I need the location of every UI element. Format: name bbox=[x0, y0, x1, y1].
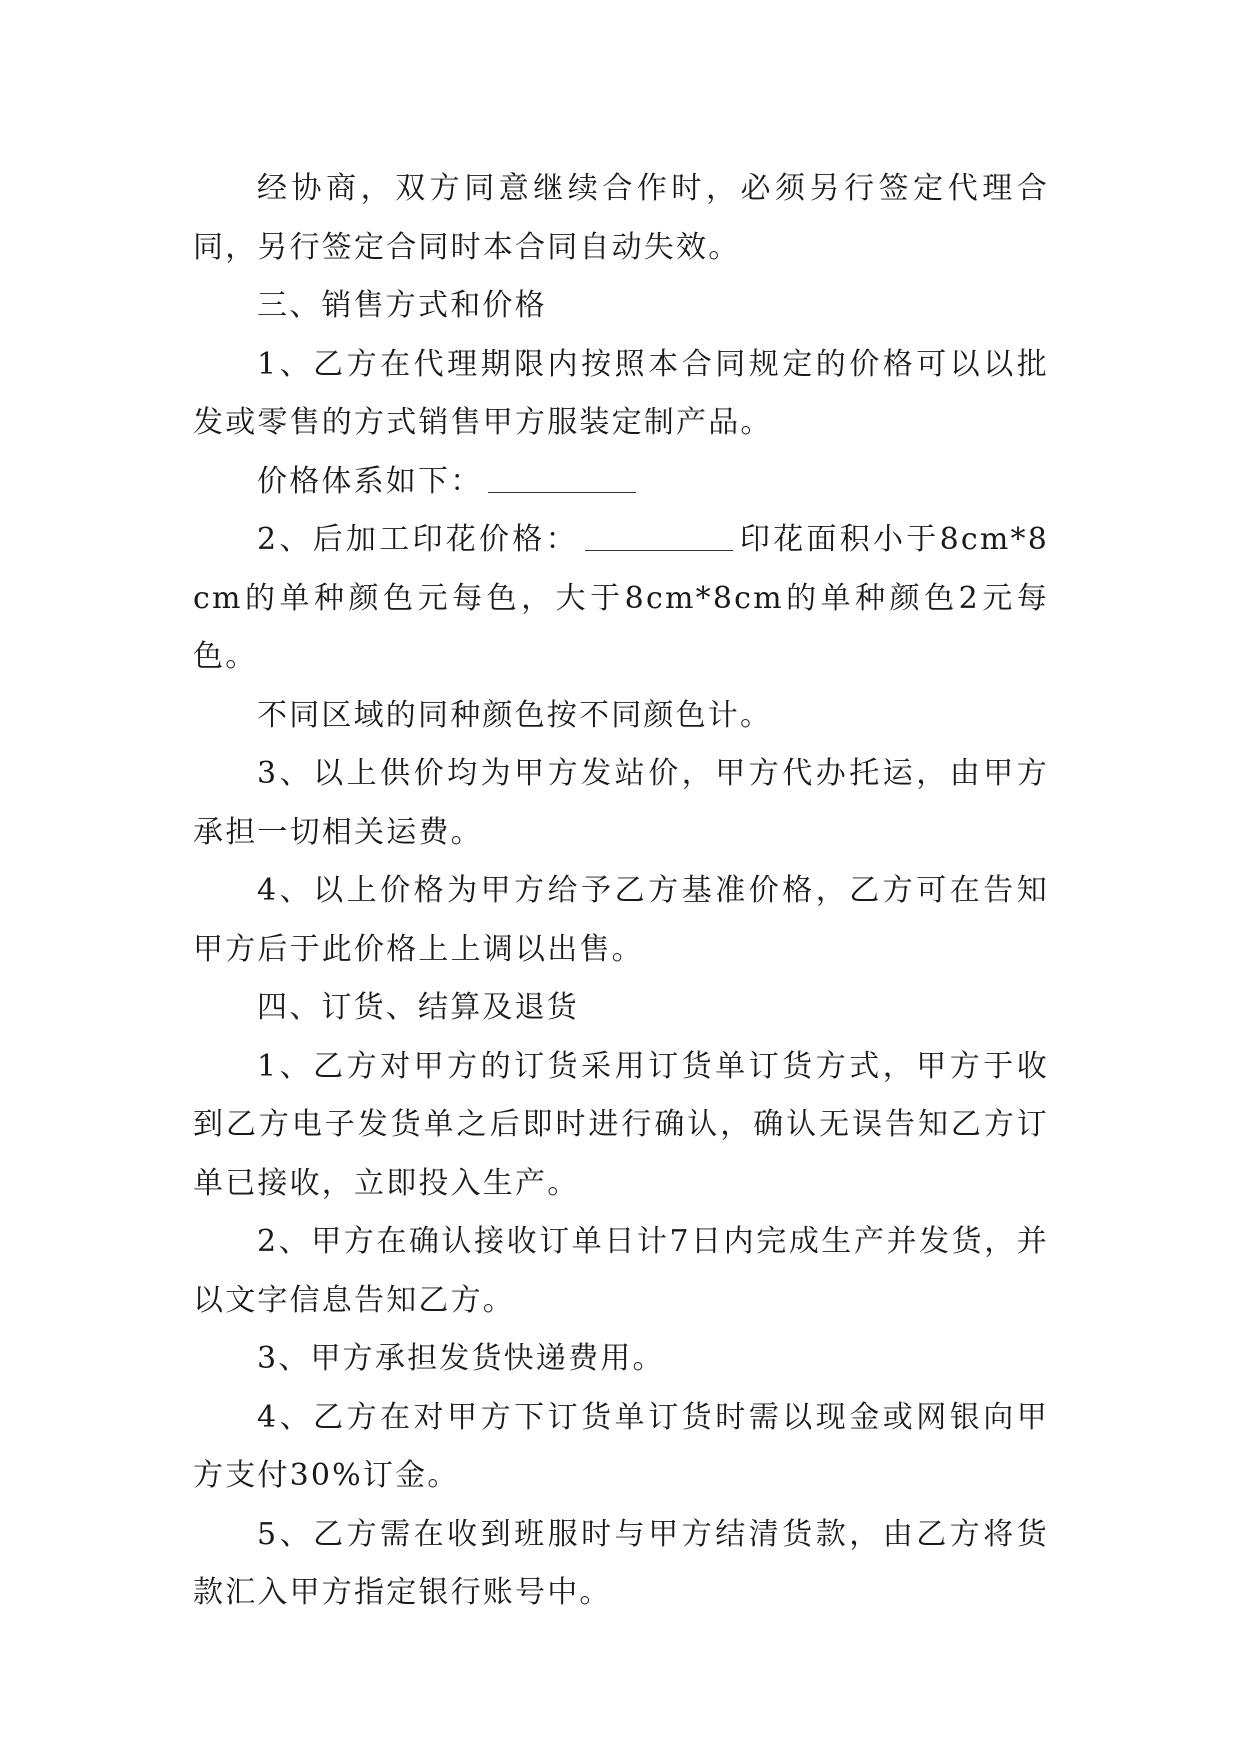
print-price-blank bbox=[585, 520, 733, 551]
paragraph-base-price: 4、以上价格为甲方给予乙方基准价格，乙方可在告知甲方后于此价格上上调以出售。 bbox=[193, 873, 1049, 967]
paragraph-price-system bbox=[193, 453, 1049, 512]
paragraph-renewal: 经协商，双方同意继续合作时，必须另行签定代理合同，另行签定合同时本合同自动失效。 bbox=[193, 171, 1049, 265]
paragraph-color-rule: 不同区域的同种颜色按不同颜色计。 bbox=[257, 697, 773, 733]
price-system-blank bbox=[488, 462, 636, 493]
paragraph-order-method: 1、乙方对甲方的订货采用订货单订货方式，甲方于收到乙方电子发货单之后即时进行确认，确认无误告知乙方订单已接收，立即投入生产。 bbox=[193, 1048, 1049, 1201]
section-heading-orders: 四、订货、结算及退货 bbox=[257, 990, 579, 1025]
paragraph-express-fee: 3、甲方承担发货快递费用。 bbox=[257, 1341, 665, 1376]
paragraph-print-price bbox=[193, 511, 1049, 687]
price-system-label: 价格体系如下： bbox=[257, 463, 483, 499]
paragraph-deposit: 4、乙方在对甲方下订货单订货时需以现金或网银向甲方支付30%订金。 bbox=[193, 1399, 1049, 1493]
document-body bbox=[193, 160, 1049, 1623]
paragraph-production-time: 2、甲方在确认接收订单日计7日内完成生产并发货，并以文字信息告知乙方。 bbox=[193, 1224, 1049, 1318]
print-price-detail: 印花面积小于8cm*8cm的单种颜色元每色，大于8cm*8cm的单种颜色2元每色。 bbox=[193, 522, 1049, 674]
paragraph-shipping-cost: 3、以上供价均为甲方发站价，甲方代办托运，由甲方承担一切相关运费。 bbox=[193, 756, 1049, 850]
paragraph-payment: 5、乙方需在收到班服时与甲方结清货款，由乙方将货款汇入甲方指定银行账号中。 bbox=[193, 1516, 1049, 1610]
section-heading-sales: 三、销售方式和价格 bbox=[257, 288, 547, 323]
print-price-label: 2、后加工印花价格： bbox=[257, 522, 579, 557]
paragraph-sales-method: 1、乙方在代理期限内按照本合同规定的价格可以以批发或零售的方式销售甲方服装定制产品。 bbox=[193, 346, 1049, 440]
